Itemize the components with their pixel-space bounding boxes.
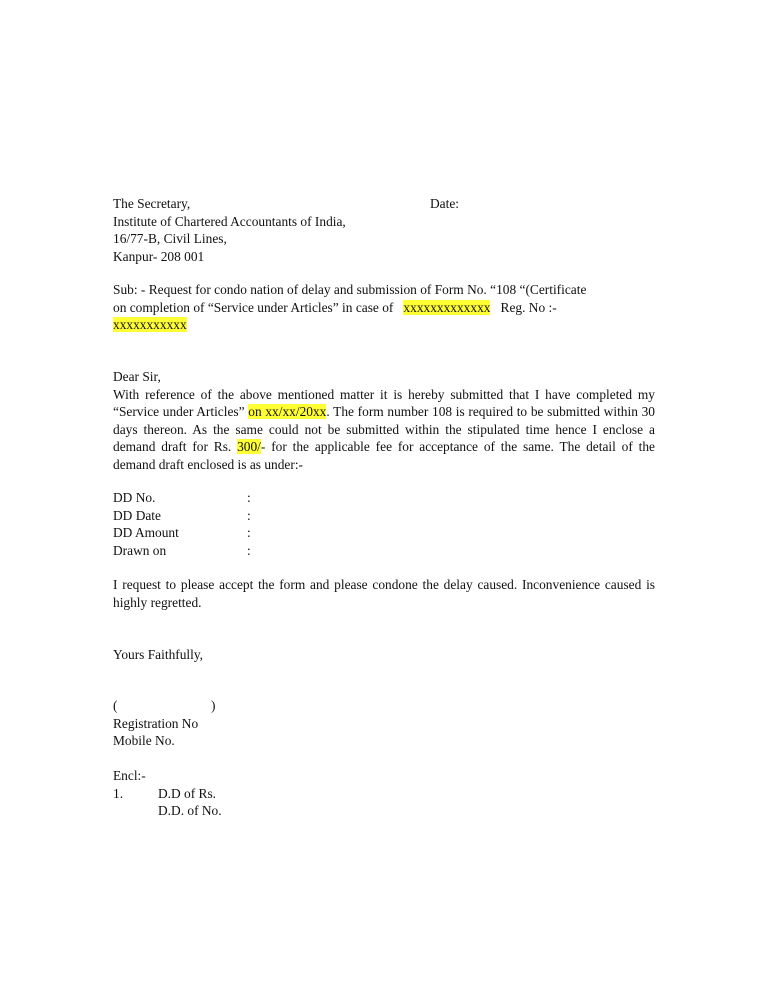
body-part-3: - for the applicable fee for acceptance of the same. The detail of the demand draft enclosed is as under:-: [113, 439, 655, 472]
signature-brackets: [113, 697, 655, 715]
address-city: Kanpur- 208 001: [113, 248, 205, 264]
dd-details: [113, 489, 655, 559]
enclosure: [113, 767, 655, 820]
body-paragraph: [113, 386, 655, 474]
name-placeholder: xxxxxxxxxxxxx: [403, 299, 491, 315]
closing-text: Yours Faithfully,: [113, 647, 204, 662]
dd-colon: :: [247, 542, 251, 558]
body-part-1: With reference of the above mentioned matter it is hereby submitted that I have completed my “Service under Articles”: [113, 386, 655, 420]
subject-prefix: on completion of “Service under Articles” in case of: [113, 299, 397, 315]
subject: [113, 281, 655, 334]
enclosure-label: Encl:-: [113, 768, 146, 783]
enclosure-number: 1.: [113, 785, 124, 801]
bracket-close: ): [211, 698, 216, 713]
closing: [113, 646, 655, 664]
dd-row: [113, 524, 655, 542]
subject-line-3: [113, 316, 655, 334]
dd-row: [113, 507, 655, 525]
dd-colon: :: [247, 490, 251, 505]
enclosure-dd-no: D.D. of No.: [158, 803, 222, 819]
enclosure-dd-rs: D.D of Rs.: [158, 785, 217, 801]
dd-row: [113, 542, 655, 560]
reg-placeholder: xxxxxxxxxxx: [113, 317, 187, 333]
mobile-no: Mobile No.: [113, 733, 175, 749]
dd-label: Drawn on: [113, 542, 167, 558]
enclosure-item-1: [113, 785, 655, 803]
dd-label: DD Date: [113, 507, 161, 523]
registration-no: Registration No: [113, 715, 199, 731]
date-label: Date:: [430, 196, 459, 211]
date-highlight: on xx/xx/20xx: [248, 404, 327, 420]
address-street: 16/77-B, Civil Lines,: [113, 231, 227, 247]
dd-row: [113, 489, 655, 507]
amount-highlight: 300/: [237, 439, 261, 455]
subject-line-1: Sub: - Request for condo nation of delay and submission of Form No. “108 “(Certificate: [113, 282, 587, 297]
subject-line-2: [113, 299, 655, 317]
recipient-address: [113, 195, 655, 265]
request-paragraph: I request to please accept the form and please condone the delay caused. Inconvenience caused is highly regretted.: [113, 577, 655, 610]
dd-label: DD Amount: [113, 525, 179, 541]
signature-block: [113, 697, 655, 750]
dd-label: DD No.: [113, 490, 156, 505]
reg-label: Reg. No :-: [500, 299, 557, 315]
bracket-open: (: [113, 698, 118, 713]
dd-colon: :: [247, 507, 251, 523]
salutation: Dear Sir,: [113, 369, 161, 384]
letter-body: [113, 368, 655, 474]
enclosure-item-2: [113, 802, 655, 820]
address-to: The Secretary,: [113, 196, 191, 211]
body-part-2: . The form number 108 is required to be submitted within 30 days thereon. As the same could not be submitted within the stipulated time hence I enclose a demand draft for Rs.: [113, 404, 655, 455]
address-org: Institute of Chartered Accountants of India,: [113, 213, 346, 229]
dd-colon: :: [247, 525, 251, 541]
